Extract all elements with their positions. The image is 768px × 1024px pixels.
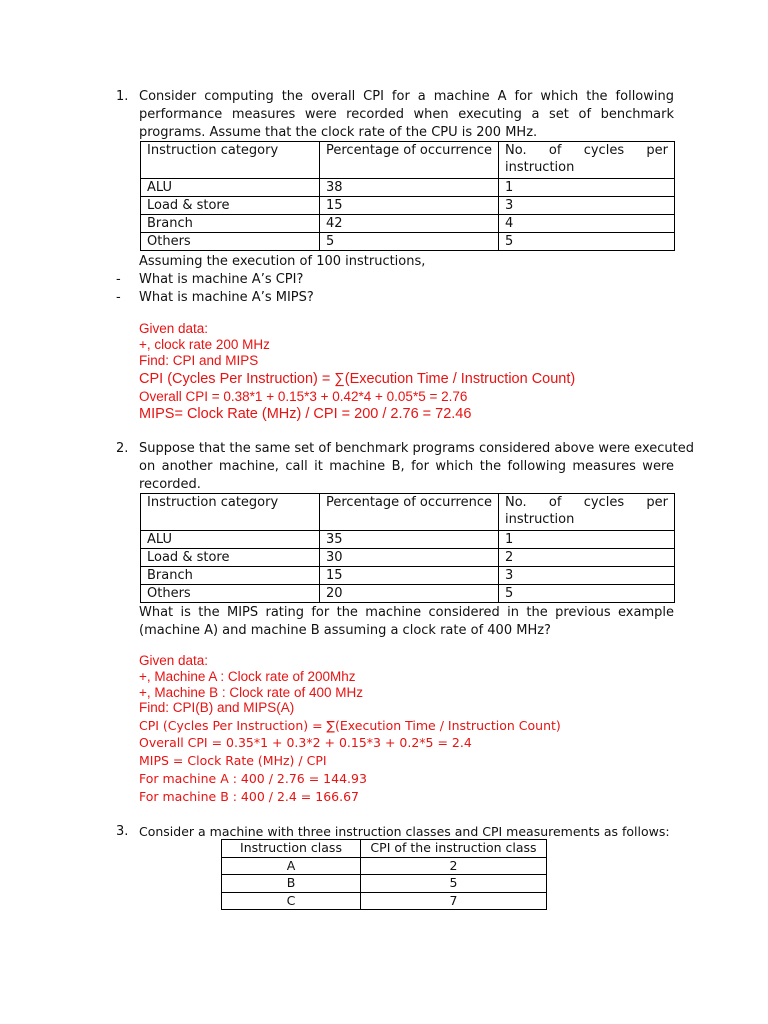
table-row	[141, 197, 675, 215]
q1-answer-cpi-formula: CPI (Cycles Per Instruction) = ∑(Execution Time / Instruction Count)	[139, 371, 576, 387]
q2-question-line-1: What is the MIPS rating for the machine considered in the previous example	[139, 605, 674, 620]
q2-line-3: recorded.	[139, 477, 201, 492]
table-cell: 3	[499, 197, 675, 215]
q1-question-mips: What is machine A’s MIPS?	[139, 290, 314, 305]
table-row	[141, 567, 675, 585]
table-cell: 4	[499, 215, 675, 233]
table-row	[141, 585, 675, 603]
q1-line-2: performance measures were recorded when executing a set of benchmark	[139, 107, 674, 122]
q1-line-1: Consider computing the overall CPI for a machine A for which the following	[139, 89, 674, 104]
header-word: No.	[505, 495, 527, 510]
table-cell: Load & store	[141, 549, 320, 567]
cycles-header-line-1	[505, 494, 668, 511]
q1-answer-find: Find: CPI and MIPS	[139, 353, 259, 368]
table-cell: 35	[320, 531, 499, 549]
q2-answer-cpi-formula: CPI (Cycles Per Instruction) = ∑(Execution Time / Instruction Count)	[139, 718, 561, 733]
q1-assumption: Assuming the execution of 100 instructions,	[139, 254, 426, 269]
q3-number: 3.	[116, 824, 129, 839]
cycles-header-line-1	[505, 142, 668, 159]
q2-table	[140, 493, 675, 603]
table-cell: 2	[499, 549, 675, 567]
q1-answer-given: Given data:	[139, 321, 209, 336]
q2-answer-machine-b-mips: For machine B : 400 / 2.4 = 166.67	[139, 789, 359, 804]
header-word: cycles	[583, 143, 625, 158]
q2-answer-given: Given data:	[139, 653, 209, 668]
table-row	[141, 179, 675, 197]
table-cell: 30	[320, 549, 499, 567]
table-cell: 5	[499, 585, 675, 603]
table-header-row	[141, 142, 675, 179]
table-header-cell	[499, 494, 675, 531]
table-cell: 3	[499, 567, 675, 585]
table-row	[141, 531, 675, 549]
table-cell: A	[222, 857, 361, 875]
table-row	[141, 215, 675, 233]
table-cell: 20	[320, 585, 499, 603]
q2-answer-machine-b: +, Machine B : Clock rate of 400 MHz	[139, 685, 363, 700]
table-cell: 7	[361, 892, 547, 910]
q3-table	[221, 839, 547, 910]
q2-answer-machine-a: +, Machine A : Clock rate of 200Mhz	[139, 669, 356, 684]
q1-table	[140, 141, 675, 251]
q1-question-cpi: What is machine A’s CPI?	[139, 272, 304, 287]
table-row	[222, 892, 547, 910]
table-cell: Branch	[141, 567, 320, 585]
table-header-cell: Instruction category	[141, 142, 320, 179]
table-cell: ALU	[141, 179, 320, 197]
bullet-dash: -	[116, 272, 121, 287]
q2-answer-overall-cpi: Overall CPI = 0.35*1 + 0.3*2 + 0.15*3 + 0.2*5 = 2.4	[139, 735, 472, 750]
table-cell: 42	[320, 215, 499, 233]
cycles-header-line-2: instruction	[505, 160, 575, 175]
table-cell: 1	[499, 179, 675, 197]
table-header-row	[141, 494, 675, 531]
cycles-header-line-2: instruction	[505, 512, 575, 527]
header-word: No.	[505, 143, 527, 158]
q3-line: Consider a machine with three instruction classes and CPI measurements as follows:	[139, 824, 670, 839]
table-header-cell: Percentage of occurrence	[320, 142, 499, 179]
header-word: cycles	[583, 495, 625, 510]
q2-answer-mips: MIPS = Clock Rate (MHz) / CPI	[139, 753, 327, 768]
table-cell: Branch	[141, 215, 320, 233]
table-header-row	[222, 840, 547, 858]
table-cell: Others	[141, 233, 320, 251]
q2-question-line-2: (machine A) and machine B assuming a clock rate of 400 MHz?	[139, 623, 551, 638]
q1-answer-mips: MIPS= Clock Rate (MHz) / CPI = 200 / 2.76 = 72.46	[139, 406, 472, 422]
q1-number: 1.	[116, 89, 129, 104]
table-cell: 1	[499, 531, 675, 549]
header-word: of	[548, 495, 562, 510]
table-cell: 15	[320, 197, 499, 215]
table-row	[222, 857, 547, 875]
header-word: per	[646, 495, 668, 510]
q1-line-3: programs. Assume that the clock rate of the CPU is 200 MHz.	[139, 125, 538, 140]
header-word: per	[646, 143, 668, 158]
header-word: of	[548, 143, 562, 158]
table-cell: 5	[320, 233, 499, 251]
table-cell: Load & store	[141, 197, 320, 215]
table-header-cell: Instruction class	[222, 840, 361, 858]
table-cell: 38	[320, 179, 499, 197]
table-cell: 2	[361, 857, 547, 875]
table-header-cell: Percentage of occurrence	[320, 494, 499, 531]
q2-answer-find: Find: CPI(B) and MIPS(A)	[139, 700, 295, 715]
table-row	[222, 875, 547, 893]
q2-line-1: Suppose that the same set of benchmark programs considered above were executed	[139, 441, 694, 456]
table-header-cell: CPI of the instruction class	[361, 840, 547, 858]
table-cell: 5	[361, 875, 547, 893]
q2-answer-machine-a-mips: For machine A : 400 / 2.76 = 144.93	[139, 771, 367, 786]
table-cell: B	[222, 875, 361, 893]
table-cell: 15	[320, 567, 499, 585]
q1-answer-overall-cpi: Overall CPI = 0.38*1 + 0.15*3 + 0.42*4 + 0.05*5 = 2.76	[139, 389, 468, 404]
table-header-cell	[499, 142, 675, 179]
table-cell: Others	[141, 585, 320, 603]
q1-answer-clock: +, clock rate 200 MHz	[139, 337, 270, 352]
table-cell: ALU	[141, 531, 320, 549]
table-cell: C	[222, 892, 361, 910]
table-cell: 5	[499, 233, 675, 251]
table-row	[141, 549, 675, 567]
bullet-dash: -	[116, 290, 121, 305]
q2-line-2: on another machine, call it machine B, for which the following measures were	[139, 459, 674, 474]
table-row	[141, 233, 675, 251]
table-header-cell: Instruction category	[141, 494, 320, 531]
q2-number: 2.	[116, 441, 129, 456]
